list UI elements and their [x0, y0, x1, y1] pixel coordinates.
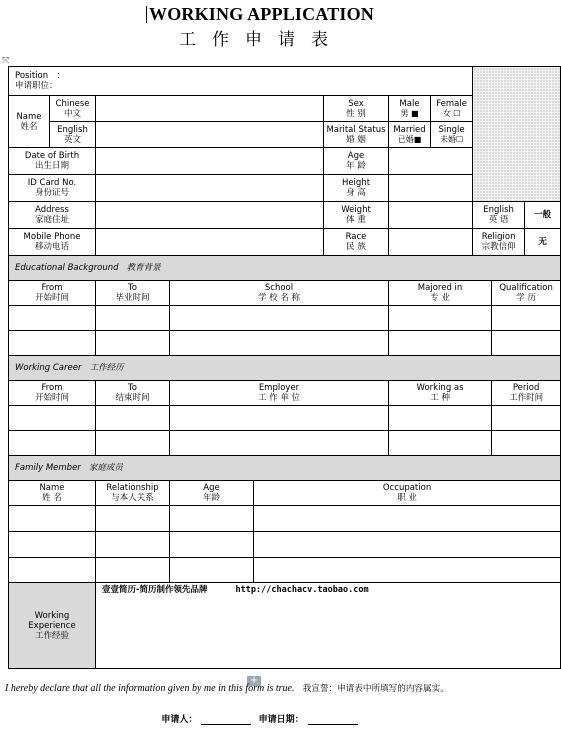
- id-label-cell: [9, 175, 96, 202]
- table-row: [9, 331, 561, 356]
- sex-label-cn: 性 别: [346, 108, 366, 119]
- career-to-field[interactable]: [96, 431, 170, 456]
- family-age-field[interactable]: [170, 506, 254, 532]
- experience-label-line1: Working: [34, 610, 70, 621]
- experience-label-line2: Experience: [28, 620, 76, 631]
- female-option[interactable]: [431, 96, 473, 122]
- family-name-field[interactable]: [9, 506, 96, 532]
- col-label-en: School: [264, 283, 294, 293]
- chinese-label-cn: 中文: [63, 108, 81, 119]
- race-label-cell: [324, 229, 389, 256]
- name-label-cell: [9, 96, 50, 148]
- col-label-cn: 职 业: [397, 493, 417, 503]
- english-level-label-en: English: [483, 205, 514, 215]
- weight-label-cn: 体 重: [346, 215, 366, 225]
- position-cell[interactable]: [9, 67, 473, 96]
- table-row: [9, 406, 561, 431]
- female-checkbox[interactable]: 女 ☐: [442, 108, 461, 118]
- family-occupation-field[interactable]: [254, 558, 561, 583]
- mobile-field[interactable]: [96, 229, 324, 256]
- col-label-cn: 工 种: [430, 393, 450, 403]
- table-row: [9, 558, 561, 583]
- edu-school-field[interactable]: [170, 331, 389, 356]
- col-label-en: Occupation: [382, 483, 432, 493]
- ad-text: 壹壹简历-简历制作领先品牌: [102, 585, 208, 595]
- age-field[interactable]: [389, 148, 473, 175]
- edu-col-school: [170, 281, 389, 306]
- table-row: [9, 532, 561, 558]
- career-from-field[interactable]: [9, 406, 96, 431]
- career-period-field[interactable]: [492, 406, 561, 431]
- english-level-label-cell: [473, 202, 525, 229]
- dob-label-cell: [9, 148, 96, 175]
- col-label-en: Age: [203, 483, 220, 493]
- mobile-label-cell: [9, 229, 96, 256]
- address-field[interactable]: [96, 202, 324, 229]
- family-occupation-field[interactable]: [254, 532, 561, 558]
- career-heading-en: Working Career: [15, 363, 82, 373]
- career-period-field[interactable]: [492, 431, 561, 456]
- family-col-occupation: [254, 481, 561, 506]
- religion-label-cn: 宗教信仰: [481, 242, 516, 252]
- weight-label-cell: [324, 202, 389, 229]
- english-label-cn: 英文: [63, 134, 81, 145]
- edu-major-field[interactable]: [389, 331, 492, 356]
- career-heading-cn: 工作经历: [89, 363, 124, 373]
- edu-qualification-field[interactable]: [492, 331, 561, 356]
- female-label-en: Female: [436, 98, 467, 109]
- experience-field[interactable]: [96, 583, 561, 669]
- male-label-en: Male: [399, 98, 420, 109]
- col-label-cn: 开始时间: [34, 393, 69, 403]
- age-label-cell: [324, 148, 389, 175]
- edu-col-qualification: [492, 281, 561, 306]
- career-employer-field[interactable]: [170, 431, 389, 456]
- declaration: [5, 682, 520, 694]
- dob-field[interactable]: [96, 148, 324, 175]
- name-label-cn: 姓名: [20, 121, 38, 132]
- height-label-cn: 身 高: [346, 188, 366, 198]
- family-col-name: [9, 481, 96, 506]
- career-col-from: [9, 381, 96, 406]
- application-date-field[interactable]: [308, 714, 358, 725]
- position-label-cn: 申请职位：: [15, 81, 58, 91]
- document-title-cn: 工作申请表: [179, 30, 344, 50]
- family-name-field[interactable]: [9, 532, 96, 558]
- declaration-en: I hereby declare that all the information given by me in this form is true.: [5, 683, 295, 694]
- chinese-name-field[interactable]: [96, 96, 324, 122]
- career-col-working-as: [389, 381, 492, 406]
- edu-col-from: [9, 281, 96, 306]
- col-label-en: Majored in: [417, 283, 463, 293]
- career-col-period: [492, 381, 561, 406]
- col-label-cn: 毕业时间: [115, 293, 150, 303]
- family-section-header: [9, 456, 561, 481]
- religion-value[interactable]: 无: [525, 229, 561, 256]
- single-checkbox[interactable]: 未婚☐: [439, 134, 464, 144]
- family-col-relationship: [96, 481, 170, 506]
- signature-line: [0, 712, 523, 725]
- dob-label-cn: 出生日期: [34, 161, 69, 171]
- career-section-header: [9, 356, 561, 381]
- id-card-field[interactable]: [96, 175, 324, 202]
- married-label-en: Married: [393, 124, 426, 135]
- family-relationship-field[interactable]: [96, 558, 170, 583]
- family-heading-en: Family Member: [15, 463, 81, 473]
- address-label-cell: [9, 202, 96, 229]
- col-label-en: Qualification: [499, 283, 553, 293]
- weight-label-en: Weight: [341, 205, 371, 215]
- col-label-cn: 年龄: [202, 493, 220, 503]
- english-level-value[interactable]: 一般: [525, 202, 561, 229]
- col-label-en: Relationship: [106, 483, 159, 493]
- address-label-cn: 家庭住址: [34, 215, 69, 225]
- mobile-label-cn: 移动电话: [34, 242, 69, 252]
- age-label-cn: 年 龄: [346, 161, 366, 171]
- table-row: [9, 306, 561, 331]
- family-col-age: [170, 481, 254, 506]
- edu-to-field[interactable]: [96, 306, 170, 331]
- photo-area[interactable]: [473, 67, 561, 202]
- career-working-as-field[interactable]: [389, 406, 492, 431]
- family-relationship-field[interactable]: [96, 532, 170, 558]
- col-label-cn: 学 校 名 称: [257, 293, 301, 303]
- career-employer-field[interactable]: [170, 406, 389, 431]
- family-heading-cn: 家庭成员: [88, 463, 123, 473]
- family-age-field[interactable]: [170, 558, 254, 583]
- col-label-en: Name: [39, 483, 65, 493]
- table-move-handle-icon[interactable]: ⤧: [2, 56, 10, 66]
- english-label-en: English: [57, 124, 88, 135]
- family-relationship-field[interactable]: [96, 506, 170, 532]
- family-occupation-field[interactable]: [254, 506, 561, 532]
- education-heading-cn: 教育背景: [126, 263, 161, 273]
- race-label-en: Race: [345, 232, 367, 242]
- male-option[interactable]: [389, 96, 431, 122]
- col-label-cn: 与本人关系: [111, 493, 154, 503]
- career-to-field[interactable]: [96, 406, 170, 431]
- col-label-cn: 工作时间: [509, 393, 544, 403]
- col-label-cn: 姓 名: [42, 493, 62, 503]
- edu-qualification-field[interactable]: [492, 306, 561, 331]
- col-label-en: Period: [512, 383, 540, 393]
- table-row: [9, 506, 561, 532]
- english-name-field[interactable]: [96, 122, 324, 148]
- family-name-field[interactable]: [9, 558, 96, 583]
- mobile-label-en: Mobile Phone: [23, 232, 81, 242]
- married-checkbox[interactable]: 已婚■: [397, 134, 422, 144]
- career-col-employer: [170, 381, 389, 406]
- height-label-en: Height: [341, 178, 371, 188]
- col-label-cn: 开始时间: [34, 293, 69, 303]
- col-label-en: Employer: [258, 383, 300, 393]
- table-row: [9, 431, 561, 456]
- id-label-cn: 身份证号: [34, 188, 69, 198]
- experience-label-cn: 工作经验: [34, 630, 69, 641]
- height-field[interactable]: [389, 175, 473, 202]
- position-label-en: Position ：: [15, 71, 66, 81]
- applicant-signature-field[interactable]: [201, 714, 251, 725]
- dob-label-en: Date of Birth: [24, 151, 80, 161]
- document-title-en: WORKING APPLICATION: [149, 4, 374, 24]
- career-from-field[interactable]: [9, 431, 96, 456]
- height-label-cell: [324, 175, 389, 202]
- col-label-en: Working as: [416, 383, 464, 393]
- name-label-en: Name: [16, 111, 42, 122]
- experience-label-cell: [9, 583, 96, 669]
- edu-from-field[interactable]: [9, 306, 96, 331]
- family-age-field[interactable]: [170, 532, 254, 558]
- chinese-label-cell: [50, 96, 96, 122]
- career-col-to: [96, 381, 170, 406]
- text-cursor: [146, 6, 147, 23]
- male-checkbox[interactable]: 男 ■: [400, 108, 419, 118]
- education-section-header: [9, 256, 561, 281]
- marital-label-cn: 婚 姻: [346, 134, 366, 145]
- weight-field[interactable]: [389, 202, 473, 229]
- col-label-en: From: [41, 283, 63, 293]
- married-option[interactable]: [389, 122, 431, 148]
- single-label-en: Single: [438, 124, 465, 135]
- marital-label-cell: [324, 122, 389, 148]
- col-label-en: To: [128, 383, 137, 393]
- age-label-en: Age: [347, 151, 365, 161]
- applicant-label: 申请人：: [161, 715, 198, 725]
- col-label-cn: 结束时间: [115, 393, 150, 403]
- career-working-as-field[interactable]: [389, 431, 492, 456]
- ad-url-link[interactable]: http://chachacv.taobao.com: [235, 585, 369, 595]
- english-level-label-cn: 英 语: [488, 215, 509, 225]
- edu-school-field[interactable]: [170, 306, 389, 331]
- sex-label-cell: [324, 96, 389, 122]
- col-label-en: From: [41, 383, 63, 393]
- religion-label-en: Religion: [481, 232, 516, 242]
- marital-label-en: Marital Status: [326, 124, 386, 135]
- edu-from-field[interactable]: [9, 331, 96, 356]
- application-form-table: [8, 66, 561, 669]
- sex-label-en: Sex: [348, 98, 364, 109]
- race-field[interactable]: [389, 229, 473, 256]
- edu-major-field[interactable]: [389, 306, 492, 331]
- english-label-cell: [50, 122, 96, 148]
- date-label: 申请日期：: [258, 715, 304, 725]
- religion-label-cell: [473, 229, 525, 256]
- id-label-en: ID Card No.: [27, 178, 77, 188]
- edu-to-field[interactable]: [96, 331, 170, 356]
- chinese-label-en: Chinese: [55, 98, 90, 109]
- edu-col-major: [389, 281, 492, 306]
- col-label-cn: 学 历: [516, 293, 536, 303]
- declaration-cn: 我宣誓：申请表中所填写的内容属实。: [302, 684, 449, 694]
- edu-col-to: [96, 281, 170, 306]
- education-heading-en: Educational Background: [15, 263, 119, 273]
- col-label-cn: 工 作 单 位: [257, 393, 301, 403]
- col-label-en: To: [128, 283, 137, 293]
- col-label-cn: 专 业: [430, 293, 450, 303]
- race-label-cn: 民 族: [346, 242, 366, 252]
- single-option[interactable]: [431, 122, 473, 148]
- address-label-en: Address: [35, 205, 69, 215]
- add-row-icon[interactable]: +: [247, 676, 261, 686]
